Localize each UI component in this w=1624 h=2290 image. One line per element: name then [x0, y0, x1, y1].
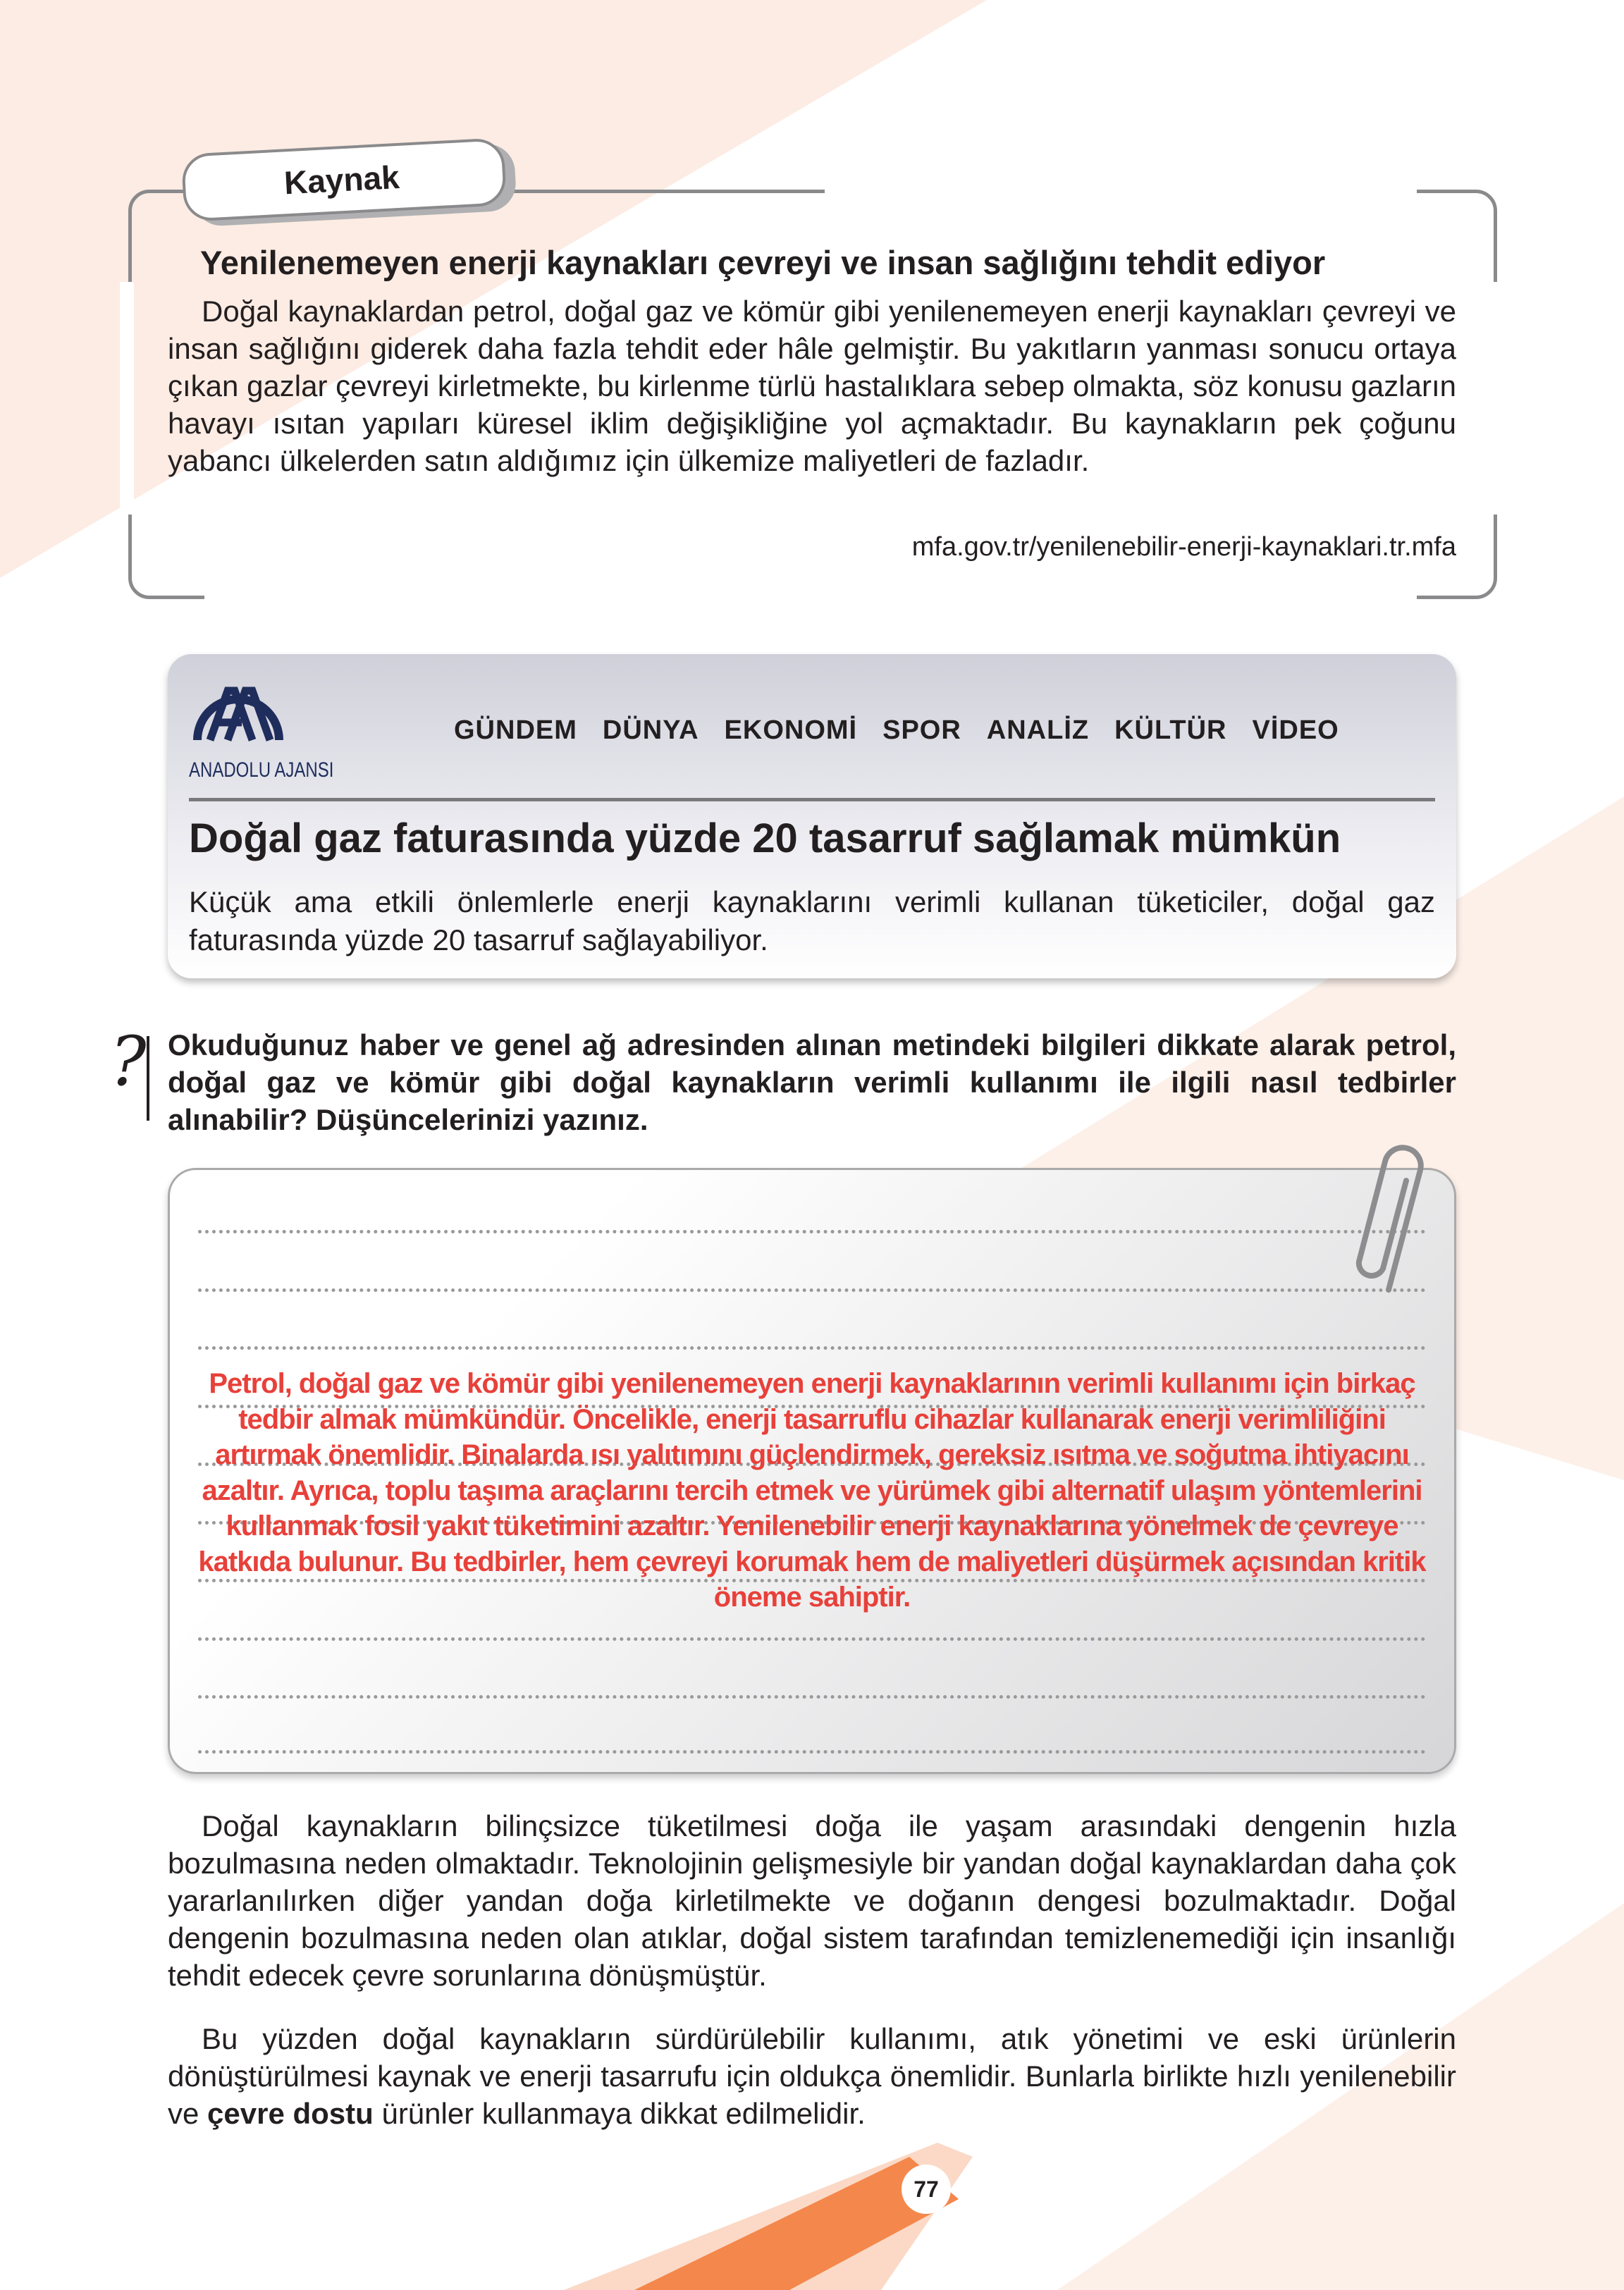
- divider: [189, 798, 1435, 801]
- nav-dunya[interactable]: DÜNYA: [602, 715, 699, 745]
- news-headline: Doğal gaz faturasında yüzde 20 tasarruf sağlamak mümkün: [189, 815, 1341, 861]
- question-bar: [147, 1036, 149, 1121]
- source-title: Yenilenemeyen enerji kaynakları çevreyi ve insan sağlığını tehdit ediyor: [200, 244, 1326, 281]
- page-number: 77: [902, 2165, 951, 2214]
- nav-analiz[interactable]: ANALİZ: [986, 715, 1090, 745]
- paperclip-icon: [1353, 1128, 1445, 1311]
- question-text: Okuduğunuz haber ve genel ağ adresinden alınan metindeki bilgileri dikkate alarak petrol, doğal gaz ve kömür gibi doğal kaynakların verimli kullanımı ile ilgili nasıl tedbirler alınabilir? Düşüncelerinizi yazınız.: [168, 1028, 1456, 1136]
- news-card: [168, 654, 1456, 978]
- logo-text: ANADOLU AJANSI: [189, 758, 334, 782]
- source-body: Doğal kaynaklardan petrol, doğal gaz ve kömür gibi yenilenemeyen enerji kaynakları çevreyi ve insan sağlığını giderek daha fazla tehdit eder hâle gelmiştir. Bu yakıtların yanması sonucu ortaya çıkan gazlar çevreyi kirletmekte, bu kirlenme türlü hastalıklara sebep olmakta, söz konusu gazların havayı ısıtan yapıları küresel iklim değişikliğine yol açmaktadır. Bu kaynakların pek çoğunu yabancı ülkelerden satın aldığımız için ülkemize maliyetleri de fazladır.: [168, 295, 1456, 477]
- nav-ekonomi[interactable]: EKONOMİ: [724, 715, 858, 745]
- paragraph-2: Doğal kaynakların bilinçsizce tüketilmesi doğa ile yaşam arasındaki dengenin hızla bozulmasına neden olmaktadır. Teknolojinin gelişmesiyle bir yandan doğal kaynaklardan daha çok yararlanılırken diğer yandan doğa kirletilmekte ve doğanın dengesi bozulmaktadır. Doğal dengenin bozulmasına neden olan atıklar, doğal sistem tarafından temizlenemediği için insanlığı tehdit edecek çevre sorunlarına dönüşmüştür.: [168, 1809, 1456, 1992]
- nav-spor[interactable]: SPOR: [882, 715, 961, 745]
- news-nav: [454, 715, 1339, 746]
- p3-bold: çevre dostu: [207, 2097, 374, 2130]
- answer-card: [168, 1168, 1456, 1774]
- nav-kultur[interactable]: KÜLTÜR: [1114, 715, 1227, 745]
- nav-gundem[interactable]: GÜNDEM: [454, 715, 577, 745]
- source-tab-label: Kaynak: [181, 137, 507, 222]
- nav-video[interactable]: VİDEO: [1252, 715, 1339, 745]
- paragraph-3: [168, 2020, 1456, 2132]
- news-summary: Küçük ama etkili önlemlerle enerji kaynaklarını verimli kullanan tüketiciler, doğal gaz faturasında yüzde 20 tasarruf sağlayabiliyor.: [189, 885, 1435, 956]
- source-url: mfa.gov.tr/yenilenebilir-enerji-kaynaklari.tr.mfa: [911, 532, 1456, 562]
- p3-text-end: ürünler kullanmaya dikkat edilmelidir.: [373, 2097, 866, 2130]
- answer-text[interactable]: Petrol, doğal gaz ve kömür gibi yenilenemeyen enerji kaynaklarının verimli kullanımı için birkaç tedbir almak mümkündür. Öncelikle, enerji tasarruflu cihazlar kullanarak enerji verimliliğini artırmak önemlidir. Binalarda ısı yalıtımını güçlendirmek, gereksiz ısıtma ve soğutma ihtiyacını azaltır. Ayrıca, toplu taşıma araçlarını tercih etmek ve yürümek gibi alternatif ulaşım yöntemlerini kullanmak fosil yakıt tüketimini azaltır. Yenilenebilir enerji kaynaklarına yönelmek de çevreye katkıda bulunur. Bu tedbirler, hem çevreyi korumak hem de maliyetleri düşürmek açısından kritik öneme sahiptir.: [198, 1368, 1426, 1613]
- anadolu-logo-icon: [189, 670, 288, 747]
- question-mark-icon: ?: [110, 1022, 147, 1101]
- p3-text: Bu yüzden doğal kaynakların sürdürülebilir kullanımı, atık yönetimi ve eski ürünlerin dönüştürülmesi kaynak ve enerji tasarrufu için oldukça önemlidir. Bunlarla birlikte hızlı yenilenebilir ve: [168, 2022, 1456, 2130]
